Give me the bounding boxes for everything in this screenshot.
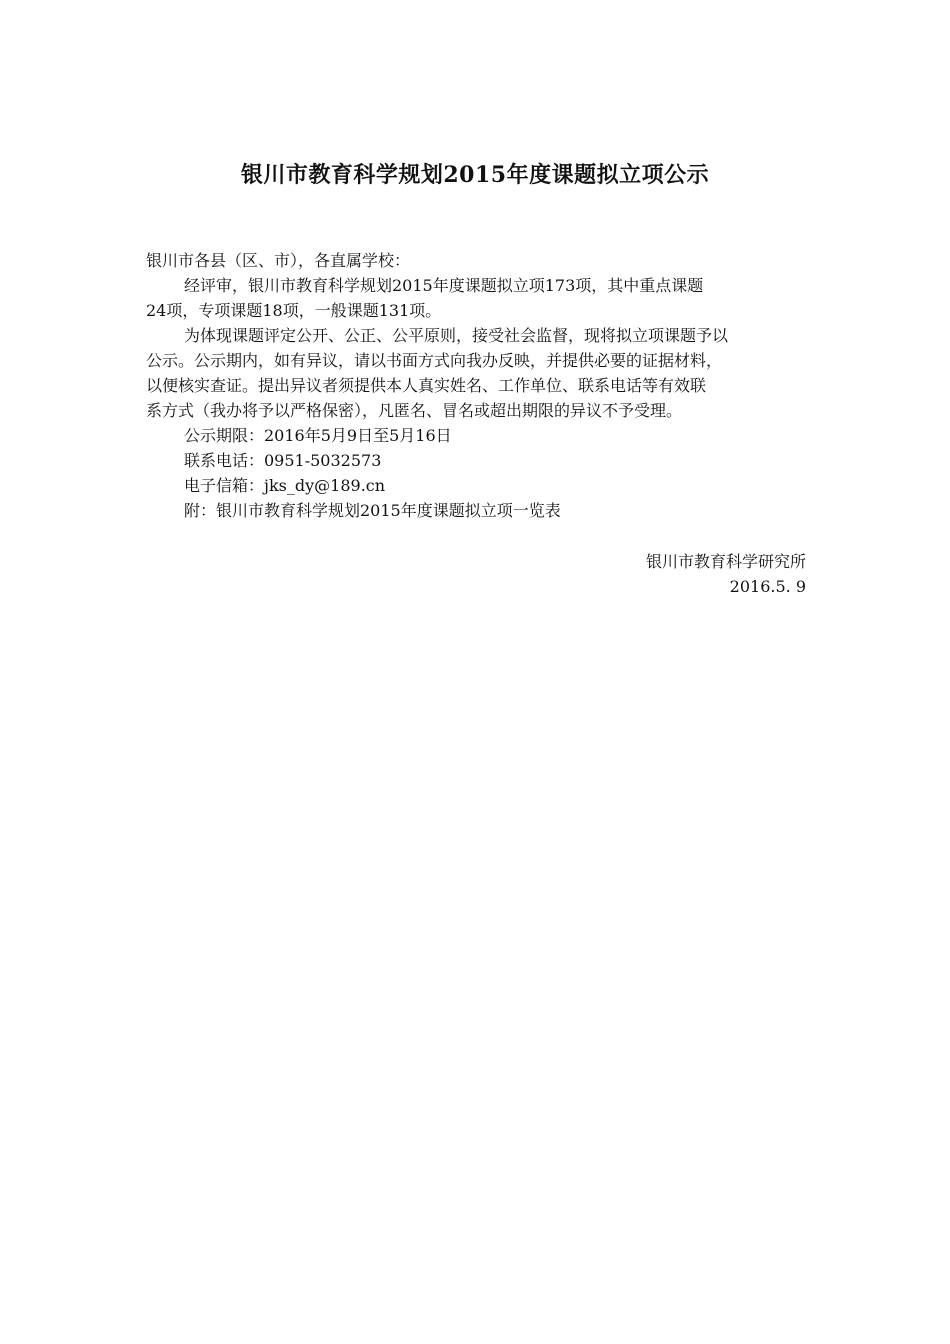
paragraph-1-line-1: 经评审，银川市教育科学规划2015年度课题拟立项173项，其中重点课题	[184, 276, 704, 295]
paragraph-1-line-2: 24项，专项课题18项，一般课题131项。	[146, 301, 442, 320]
signature-date: 2016.5. 9	[729, 577, 806, 596]
signature-block	[500, 549, 806, 599]
document-title: 银川市教育科学规划2015年度课题拟立项公示	[240, 162, 710, 188]
publicity-period: 公示期限：2016年5月9日至5月16日	[184, 426, 452, 445]
paragraph-2-line-4: 系方式（我办将予以严格保密），凡匿名、冒名或超出期限的异议不予受理。	[146, 401, 683, 420]
signature-organization: 银川市教育科学研究所	[645, 552, 806, 571]
salutation: 银川市各县（区、市），各直属学校：	[146, 251, 411, 270]
document-body	[146, 248, 806, 523]
paragraph-2-line-2: 公示。公示期内，如有异议，请以书面方式向我办反映，并提供必要的证据材料，	[146, 351, 723, 370]
contact-phone: 联系电话：0951-5032573	[184, 451, 382, 470]
paragraph-2-line-3: 以便核实查证。提出异议者须提供本人真实姓名、工作单位、联系电话等有效联	[146, 376, 707, 395]
paragraph-2-line-1: 为体现课题评定公开、公正、公平原则，接受社会监督，现将拟立项课题予以	[184, 326, 729, 345]
attachment-note: 附：银川市教育科学规划2015年度课题拟立项一览表	[184, 501, 561, 520]
contact-email: 电子信箱：jks_dy@189.cn	[184, 476, 386, 495]
